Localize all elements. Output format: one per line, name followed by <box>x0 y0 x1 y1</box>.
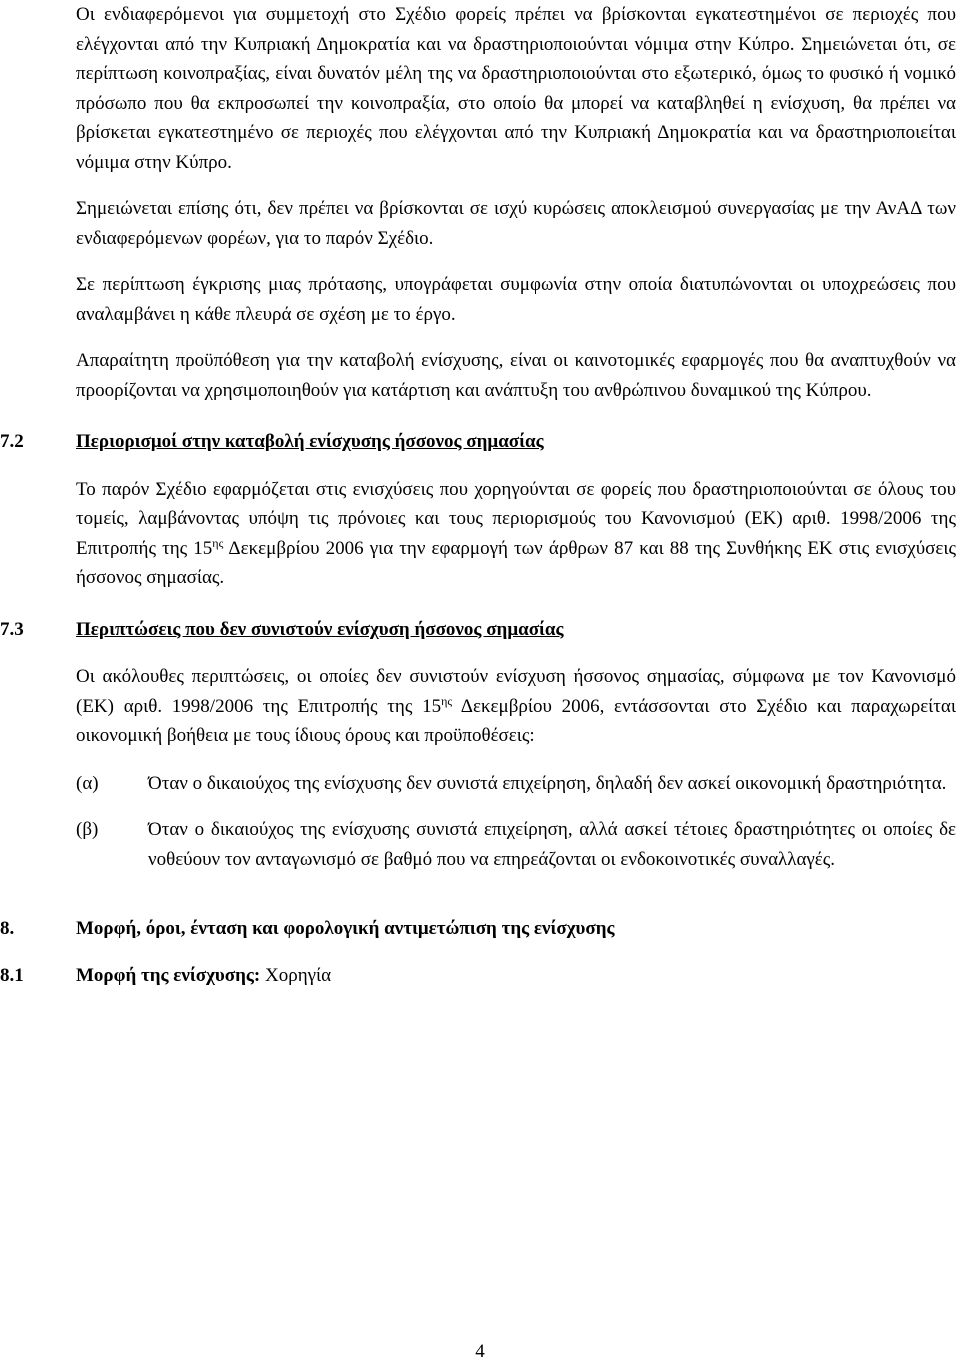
section-title <box>76 961 331 991</box>
section-8-1-heading <box>0 961 956 991</box>
section-number: 7.3 <box>0 618 24 640</box>
paragraph-eligibility: Οι ενδιαφερόμενοι για συμμετοχή στο Σχέδιο φορείς πρέπει να βρίσκονται εγκατεστημένοι σε περιοχές που ελέγχονται από την Κυπριακή Δημοκρατία και να δραστηριοποιούνται νόμιμα στην Κύπρο. Σημειώνεται ότι, σε περίπτωση κοινοπραξίας, είναι δυνατόν μέλη της να δραστηριοποιούνται στο εξωτερικό, όμως το φυσικό ή νομικό πρόσωπο που θα εκπροσωπεί την κοινοπραξία, στο οποίο θα μπορεί να καταβληθεί η ενίσχυση, θα πρέπει να βρίσκεται εγκατεστημένο σε περιοχές που ελέγχονται από την Κυπριακή Δημοκρατία και να δραστηριοποιείται νόμιμα στην Κύπρο. <box>76 4 956 173</box>
list-item <box>76 769 956 799</box>
section-title-text: Μορφή της ενίσχυσης: <box>76 964 261 986</box>
paragraph-sanctions: Σημειώνεται επίσης ότι, δεν πρέπει να βρίσκονται σε ισχύ κυρώσεις αποκλεισμού συνεργασίας με την ΑνΑΔ των ενδιαφερόμενων φορέων, για το παρόν Σχέδιο. <box>76 198 956 249</box>
section-7-2-body <box>76 475 956 593</box>
paragraph-agreement: Σε περίπτωση έγκρισης μιας πρότασης, υπογράφεται συμφωνία στην οποία διατυπώνονται οι υποχρεώσεις που αναλαμβάνει η κάθε πλευρά σε σχέση με το έργο. <box>76 274 956 325</box>
section-number: 8.1 <box>0 964 24 986</box>
section-number: 7.2 <box>0 431 24 452</box>
section-7-2-heading <box>0 427 956 457</box>
list-item-text: Όταν ο δικαιούχος της ενίσχυσης δεν συνιστά επιχείρηση, δηλαδή δεν ασκεί οικονομική δραστηριότητα. <box>148 772 947 794</box>
section-title: Μορφή, όροι, ένταση και φορολογική αντιμετώπιση της ενίσχυσης <box>76 918 615 939</box>
body-text: Δεκεμβρίου 2006 για την εφαρμογή των άρθρων 87 και 88 της Συνθήκης ΕΚ στις ενισχύσεις ήσσονος σημασίας. <box>76 537 956 588</box>
aid-form-value: Χορηγία <box>260 964 332 986</box>
page-number: 4 <box>475 1341 485 1362</box>
list-item-text: Όταν ο δικαιούχος της ενίσχυσης συνιστά επιχείρηση, αλλά ασκεί τέτοιες δραστηριότητες οι οποίες δε νοθεύουν τον ανταγωνισμό σε βαθμό που να επηρεάζονται οι ενδοκοινοτικές συναλλαγές. <box>148 819 956 870</box>
ordinal-suffix: ης <box>441 693 453 708</box>
list-item-label: (α) <box>76 772 99 794</box>
paragraph-prerequisite: Απαραίτητη προϋπόθεση για την καταβολή ενίσχυσης, είναι οι καινοτομικές εφαρμογές που θα αναπτυχθούν να προορίζονται να χρησιμοποιηθούν για κατάρτιση και ανάπτυξη του ανθρώπινου δυναμικού της Κύπρου. <box>76 350 956 401</box>
section-number: 8. <box>0 918 15 939</box>
list-item-label: (β) <box>76 819 99 840</box>
body-text: Δεκεμβρίου 2006, εντάσσονται στο Σχέδιο και παραχωρείται οικονομική βοήθεια με τους ίδιους όρους και προϋποθέσεις: <box>76 695 956 746</box>
section-title: Περιπτώσεις που δεν συνιστούν ενίσχυση ήσσονος σημασίας <box>76 618 564 640</box>
section-7-3-body <box>76 662 956 751</box>
list-item <box>76 815 956 874</box>
body-text: Το παρόν Σχέδιο εφαρμόζεται στις ενισχύσεις που χορηγούνται σε φορείς που δραστηριοποιούνται σε όλους του τομείς, λαμβάνοντας υπόψη τις πρόνοιες και τους περιορισμούς του Κανονισμού (ΕΚ) αριθ. 1998/2006 της Επιτροπής της 15 <box>76 478 956 559</box>
body-text: Οι ακόλουθες περιπτώσεις, οι οποίες δεν συνιστούν ενίσχυση ήσσονος σημασίας, σύμφωνα με τον Κανονισμό (ΕΚ) αριθ. 1998/2006 της Επιτροπής της 15 <box>76 666 956 717</box>
section-8-heading <box>0 914 956 944</box>
section-title: Περιορισμοί στην καταβολή ενίσχυσης ήσσονος σημασίας <box>76 431 544 452</box>
section-7-3-heading <box>0 615 956 645</box>
ordinal-suffix: ης <box>212 535 224 550</box>
